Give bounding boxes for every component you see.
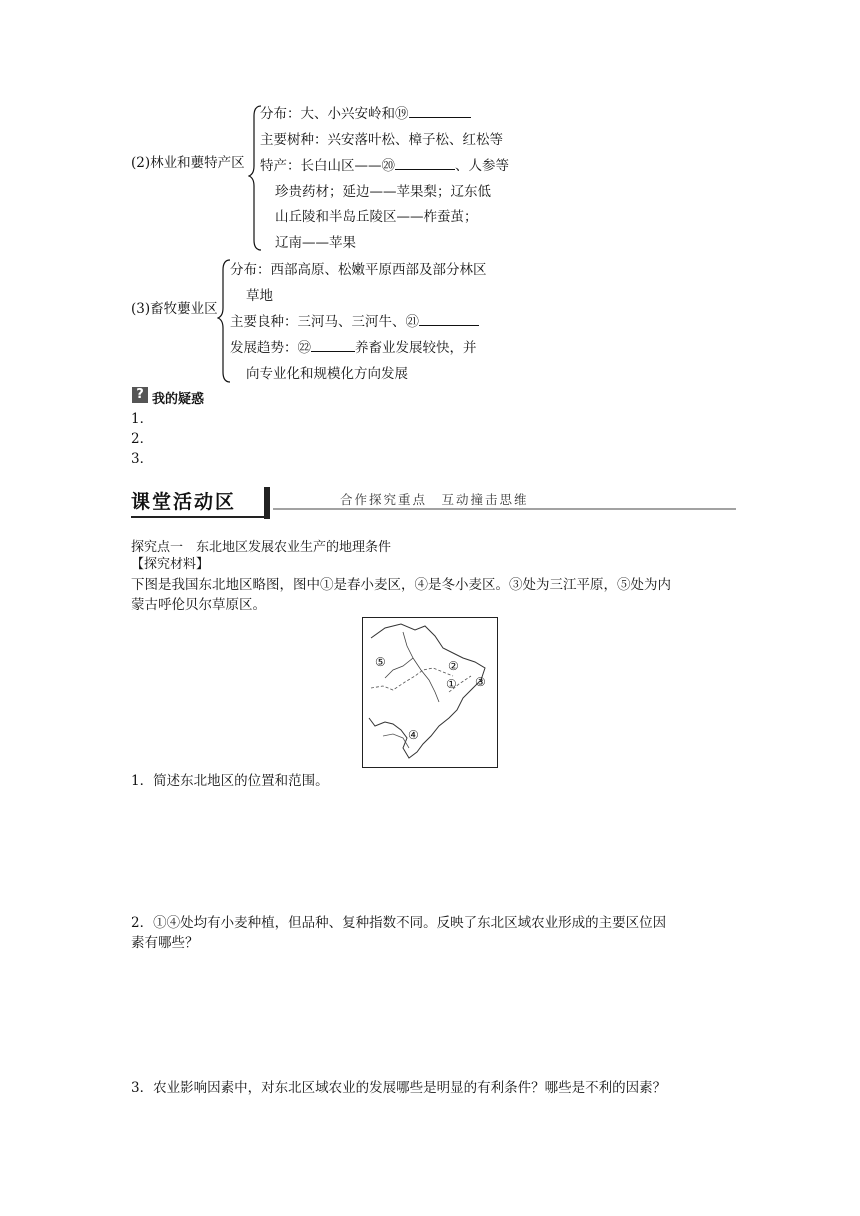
material-text-2: 蒙古呼伦贝尔草原区。 bbox=[131, 597, 266, 613]
inquiry-heading: 探究点一 东北地区发展农业生产的地理条件 bbox=[131, 540, 392, 555]
banner-title: 课堂活动区 bbox=[131, 491, 237, 513]
blank-19[interactable] bbox=[409, 105, 471, 118]
map-label-2: ② bbox=[448, 659, 459, 673]
question-2-line2: 素有哪些？ bbox=[131, 935, 199, 951]
material-label: 【探究材料】 bbox=[131, 557, 210, 572]
doubts-title: 我的疑惑 bbox=[152, 392, 205, 407]
question-3: 3．农业影响因素中，对东北区域农业的发展哪些是明显的有利条件？哪些是不利的因素？ bbox=[131, 1080, 667, 1096]
forestry-label: (2)林业和蘡特产区 bbox=[131, 155, 245, 171]
map-label-4: ④ bbox=[408, 728, 419, 742]
blank-21[interactable] bbox=[419, 313, 479, 326]
question-icon: ? bbox=[132, 387, 148, 403]
forestry-tree-species: 主要树种：兴安落叶松、樟子松、红松等 bbox=[260, 132, 503, 148]
map-label-3: ③ bbox=[475, 675, 486, 689]
livestock-trend-cont: 向专业化和规模化方向发展 bbox=[246, 366, 408, 382]
forestry-specialty-cont1: 珍贵药材；延边——苹果梨；辽东低 bbox=[275, 184, 491, 200]
northeast-china-map bbox=[362, 617, 498, 768]
doubt-item-1[interactable]: 1． bbox=[131, 411, 154, 427]
livestock-breeds: 主要良种：三河马、三河牛、㉑ bbox=[230, 313, 479, 331]
livestock-distribution-cont: 草地 bbox=[246, 288, 273, 304]
question-1: 1．简述东北地区的位置和范围。 bbox=[131, 773, 329, 789]
map-label-1: ① bbox=[446, 677, 457, 691]
forestry-specialty-cont2: 山丘陵和半岛丘陵区——柞蚕茧； bbox=[275, 209, 478, 225]
forestry-brace bbox=[248, 104, 264, 252]
forestry-specialty-cont3: 辽南——苹果 bbox=[275, 235, 356, 251]
livestock-label: (3)畜牧蘡业区 bbox=[131, 301, 218, 317]
material-text-1: 下图是我国东北地区略图，图中①是春小麦区，④是冬小麦区。③处为三江平原，⑤处为内 bbox=[131, 577, 671, 593]
livestock-distribution: 分布：西部高原、松嫩平原西部及部分林区 bbox=[230, 262, 487, 278]
doubt-item-3[interactable]: 3． bbox=[131, 451, 154, 467]
forestry-distribution: 分布：大、小兴安岭和⑲ bbox=[260, 105, 471, 123]
doubt-item-2[interactable]: 2． bbox=[131, 431, 154, 447]
blank-22[interactable] bbox=[311, 339, 355, 352]
livestock-trend: 发展趋势：㉒ 养畜业发展较快，并 bbox=[230, 340, 477, 356]
banner-subtitle: 合作探究重点 互动撞击思维 bbox=[340, 492, 529, 507]
question-2-line1: 2．①④处均有小麦种植，但品种、复种指数不同。反映了东北区域农业形成的主要区位因 bbox=[131, 915, 667, 931]
blank-20[interactable] bbox=[395, 157, 455, 170]
forestry-specialty: 特产：长白山区——⑳ 、人参等 bbox=[260, 158, 509, 174]
map-outline bbox=[363, 618, 497, 767]
map-label-5: ⑤ bbox=[375, 655, 386, 669]
